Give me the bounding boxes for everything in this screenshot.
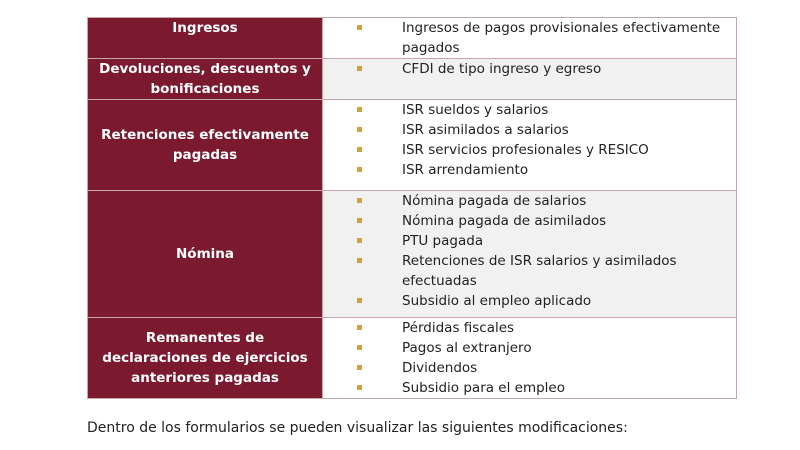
square-bullet-icon (357, 66, 362, 71)
bullet-list (323, 318, 736, 398)
list-item (323, 211, 736, 231)
square-bullet-icon (357, 238, 362, 243)
bullet-list (323, 59, 736, 79)
list-item (323, 191, 736, 211)
square-bullet-icon (357, 25, 362, 30)
list-item (323, 358, 736, 378)
list-item (323, 140, 736, 160)
square-bullet-icon (357, 107, 362, 112)
list-item (323, 378, 736, 398)
table-row (88, 100, 737, 191)
list-item-text: Nómina pagada de asimilados (402, 213, 607, 229)
list-item-text: CFDI de tipo ingreso y egreso (402, 61, 602, 77)
list-item (323, 59, 736, 79)
concepts-table (87, 17, 737, 399)
list-item-text: ISR arrendamiento (402, 162, 529, 178)
list-item-text: Nómina pagada de salarios (402, 193, 587, 209)
list-item-text: Pérdidas fiscales (402, 320, 515, 336)
square-bullet-icon (357, 147, 362, 152)
table-row (88, 191, 737, 318)
square-bullet-icon (357, 218, 362, 223)
list-item-text: Subsidio para el empleo (402, 380, 565, 396)
list-item-text: ISR asimilados a salarios (402, 122, 569, 138)
row-label: Devoluciones, descuentos y bonificaciones (88, 59, 323, 100)
row-items (323, 191, 737, 318)
list-item (323, 318, 736, 338)
list-item (323, 100, 736, 120)
row-items (323, 18, 737, 59)
square-bullet-icon (357, 325, 362, 330)
list-item-text: ISR servicios profesionales y RESICO (402, 142, 649, 158)
row-items (323, 100, 737, 191)
row-label: Nómina (88, 191, 323, 318)
bullet-list (323, 18, 736, 58)
square-bullet-icon (357, 258, 362, 263)
bullet-list (323, 100, 736, 180)
list-item (323, 120, 736, 140)
list-item-text: ISR sueldos y salarios (402, 102, 549, 118)
list-item (323, 18, 736, 58)
list-item-text: Ingresos de pagos provisionales efectivamente pagados (402, 20, 721, 56)
square-bullet-icon (357, 365, 362, 370)
row-label: Remanentes de declaraciones de ejercicios anteriores pagadas (88, 318, 323, 399)
list-item (323, 291, 736, 311)
table-row (88, 18, 737, 59)
square-bullet-icon (357, 127, 362, 132)
row-label: Ingresos (88, 18, 323, 59)
list-item-text: Dividendos (402, 360, 478, 376)
list-item-text: Pagos al extranjero (402, 340, 532, 356)
bullet-list (323, 191, 736, 311)
table-row (88, 318, 737, 399)
list-item (323, 231, 736, 251)
square-bullet-icon (357, 167, 362, 172)
list-item (323, 251, 736, 291)
square-bullet-icon (357, 385, 362, 390)
square-bullet-icon (357, 198, 362, 203)
table-row (88, 59, 737, 100)
footer-text: Dentro de los formularios se pueden visualizar las siguientes modificaciones: (87, 420, 628, 436)
list-item (323, 338, 736, 358)
square-bullet-icon (357, 298, 362, 303)
list-item-text: PTU pagada (402, 233, 484, 249)
square-bullet-icon (357, 345, 362, 350)
row-items (323, 59, 737, 100)
list-item-text: Retenciones de ISR salarios y asimilados efectuadas (402, 253, 677, 289)
list-item-text: Subsidio al empleo aplicado (402, 293, 592, 309)
row-label: Retenciones efectivamente pagadas (88, 100, 323, 191)
row-items (323, 318, 737, 399)
list-item (323, 160, 736, 180)
